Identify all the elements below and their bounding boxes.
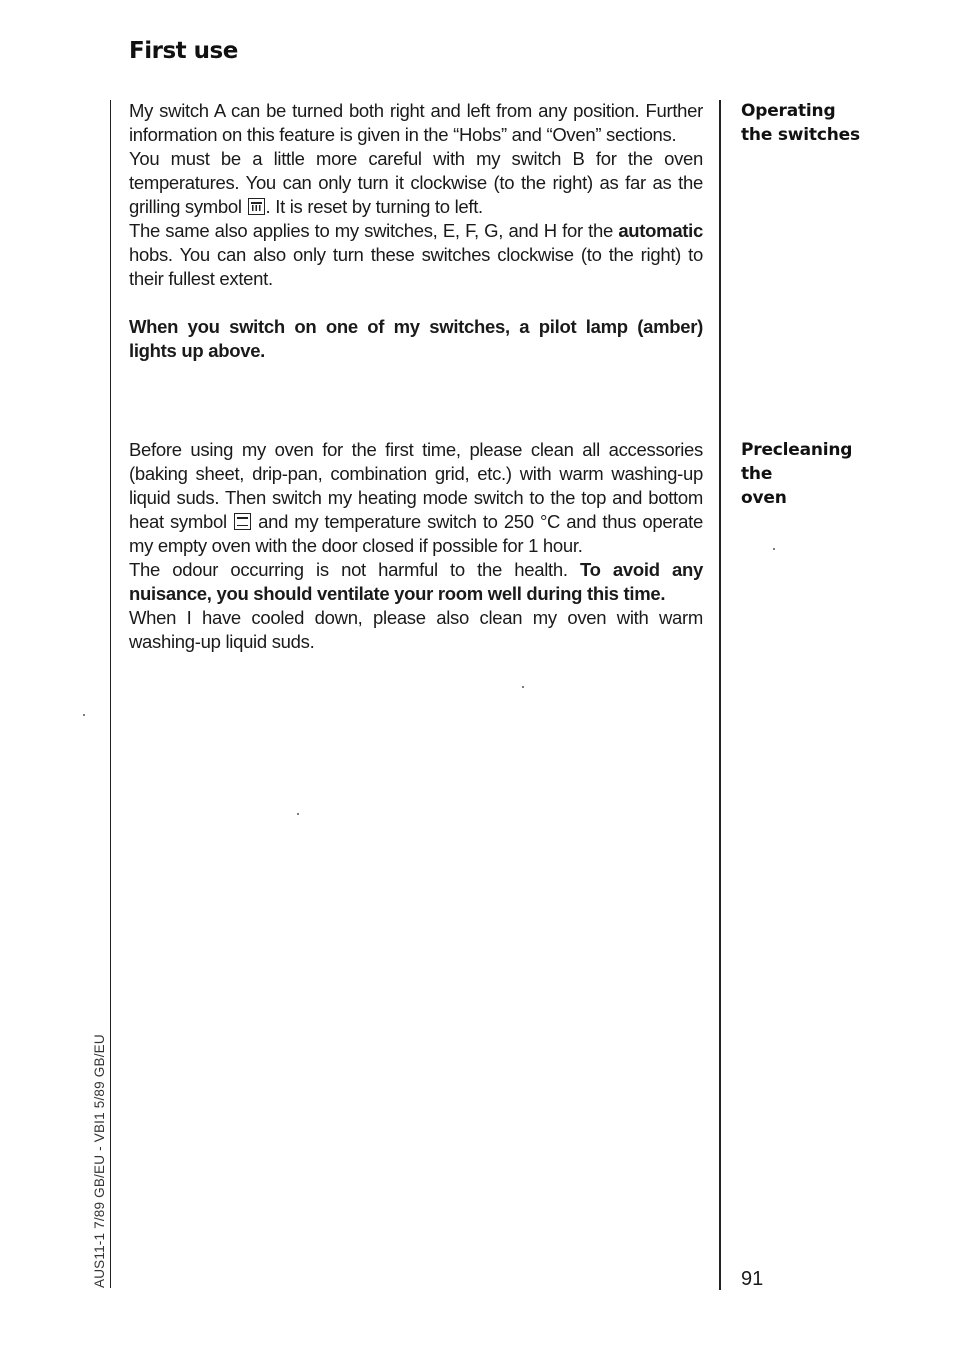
paragraph: My switch A can be turned both right and left from any position. Further information on this feature is given in the “Hobs” and “Oven” sections.: [129, 100, 703, 145]
text-run: . It is reset by turning to left.: [265, 196, 483, 217]
page-title: First use: [129, 38, 238, 64]
left-margin-rule: [110, 100, 111, 1288]
right-margin-rule: [719, 100, 721, 1290]
text-run: and my temperature switch to 250 °C and thus operate my empty oven with the door closed if possible for 1 hour.: [129, 511, 703, 556]
scan-speck: [522, 686, 524, 688]
side-heading-line: Precleaning: [741, 440, 853, 460]
text-run: Before using my oven for the first time, please clean all accessories (baking sheet, drip-pan, combination grid, etc.) with warm washing-up liquid suds. Then switch my heating mode switch to the top and bottom heat symbol: [129, 439, 703, 532]
precleaning-section-body: [129, 438, 703, 654]
paragraph: [129, 438, 703, 558]
scan-speck: [297, 813, 299, 815]
side-heading-precleaning-oven: [741, 438, 941, 510]
side-heading-operating-switches: [741, 99, 941, 147]
side-heading-line: the switches: [741, 125, 860, 145]
bold-text-run: When you switch on one of my switches, a pilot lamp (amber) lights up above.: [129, 316, 703, 361]
paragraph: [129, 147, 703, 219]
pilot-lamp-note: [129, 315, 703, 363]
side-heading-line: Operating: [741, 101, 836, 121]
text-run: hobs. You can also only turn these switches clockwise (to the right) to their fullest extent.: [129, 244, 703, 289]
side-heading-line: the: [741, 464, 773, 484]
scan-speck: [773, 548, 775, 550]
page-number: 91: [741, 1268, 764, 1290]
text-run: The odour occurring is not harmful to the health.: [129, 559, 580, 580]
side-heading-line: oven: [741, 488, 787, 508]
switches-section-body: [129, 99, 703, 363]
text-run: The same also applies to my switches, E, F, G, and H for the: [129, 220, 619, 241]
paragraph: [129, 219, 703, 291]
text-run: You must be a little more careful with my switch B for the oven temperatures. You can only turn it clockwise (to the right) as far as the grilling symbol: [129, 148, 703, 217]
bold-text-run: To avoid any nuisance, you should ventilate your room well during this time.: [129, 559, 703, 604]
document-reference-code: AUS11-1 7/89 GB/EU - VBI1 5/89 GB/EU: [92, 1034, 107, 1288]
bold-text-run: automatic: [618, 220, 703, 241]
scan-speck: [83, 714, 85, 716]
grill-symbol-icon: [248, 198, 265, 215]
top-bottom-heat-icon: [234, 513, 251, 530]
paragraph: When I have cooled down, please also clean my oven with warm washing-up liquid suds.: [129, 607, 703, 652]
paragraph: [129, 558, 703, 606]
